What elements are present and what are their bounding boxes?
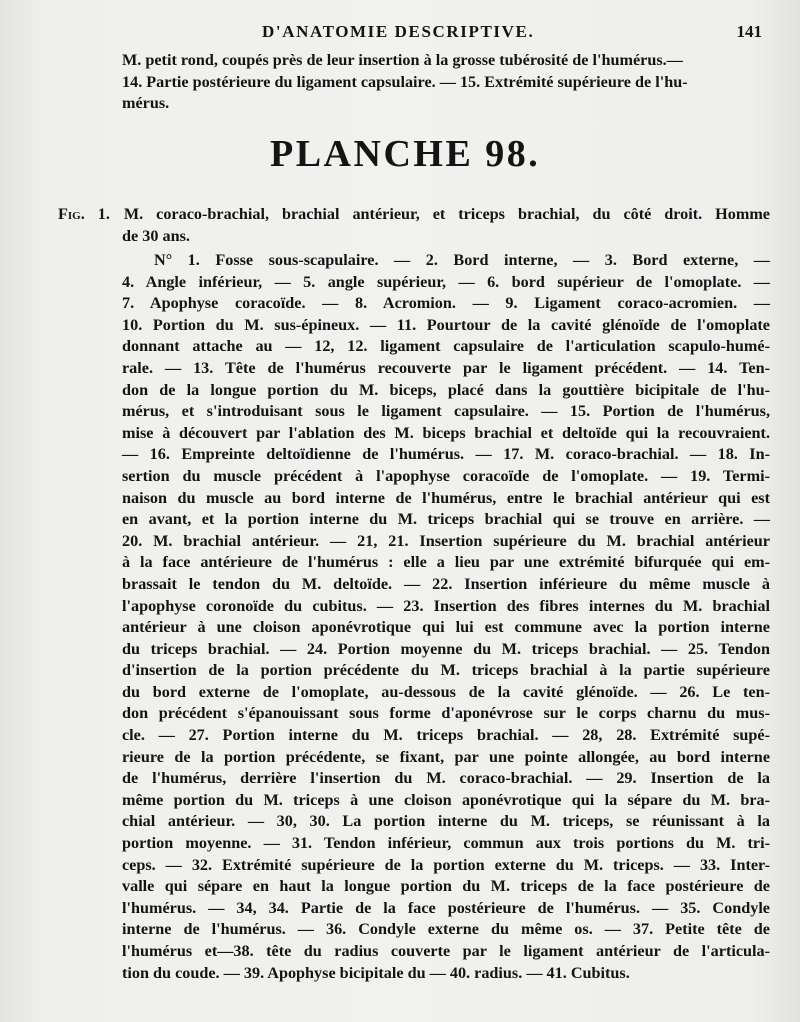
lead-line: 14. Partie postérieure du ligament capsulaire. — 15. Extrémité supérieure de l'hu- [122, 72, 688, 91]
legend-line: l'apophyse coronoïde du cubitus. — 23. Insertion des fibres internes du M. brachial [122, 596, 770, 615]
legend-line: 20. M. brachial antérieur. — 21, 21. Insertion supérieure du M. brachial antérieur [122, 531, 770, 550]
legend-line: portion moyenne. — 31. Tendon inférieur, commun aux trois portions du M. tri- [122, 834, 770, 853]
legend-line: antérieur à une cloison aponévrotique qui lui est commune avec la portion interne [122, 618, 770, 637]
legend-line: 7. Apophyse coracoïde. — 8. Acromion. — 9. Ligament coraco-acromien. — [122, 294, 770, 313]
legend-line: 4. Angle inférieur, — 5. angle supérieur, — 6. bord supérieur de l'omoplate. — [122, 272, 770, 291]
legend-line: don de la longue portion du M. biceps, placé dans la gouttière bicipitale de l'hu- [122, 380, 770, 399]
figure-caption-line [58, 204, 770, 226]
legend-line: du bord externe de l'omoplate, au-dessous de la cavité glénoïde. — 26. Le ten- [122, 682, 770, 701]
running-head [0, 22, 800, 46]
legend-body [122, 250, 770, 984]
legend-line: du triceps brachial. — 24. Portion moyenne du M. triceps brachial. — 25. Tendon [122, 639, 770, 658]
figure-caption [58, 204, 770, 247]
running-title: D'ANATOMIE DESCRIPTIVE. [262, 22, 535, 41]
lead-line: M. petit rond, coupés près de leur insertion à la grosse tubérosité de l'humérus.— [122, 51, 683, 69]
legend-line: don précédent s'épanouissant sous forme d'aponévrose sur le corps charnu du mus- [122, 704, 770, 723]
legend-line: mérus, et s'introduisant sous le ligament capsulaire. — 15. Portion de l'humérus, [122, 402, 770, 421]
legend-line: valle qui sépare en haut la longue portion du M. triceps de la face postérieure de [122, 877, 770, 896]
figure-caption-continuation: de 30 ans. [122, 226, 190, 245]
legend-line: rale. — 13. Tête de l'humérus recouverte par le ligament précédent. — 14. Ten- [122, 358, 770, 377]
legend-line: en avant, et la portion interne du M. triceps brachial qui se trouve en arrière. — [122, 510, 770, 529]
legend-line: N° 1. Fosse sous-scapulaire. — 2. Bord interne, — 3. Bord externe, — [154, 251, 770, 269]
legend-line: d'insertion de la portion précédente du M. triceps brachial à la partie supérieure [122, 661, 770, 680]
figure-caption-text: M. coraco-brachial, brachial antérieur, et triceps brachial, du côté droit. Homme [123, 205, 770, 223]
figure-label: Fig. 1. [58, 205, 110, 223]
legend-line: l'humérus et—38. tête du radius couverte par le ligament antérieur de l'articula- [122, 942, 770, 960]
legend-line: brassait le tendon du M. deltoïde. — 22. Insertion inférieure du même muscle à [122, 574, 770, 593]
legend-line: cle. — 27. Portion interne du M. triceps brachial. — 28, 28. Extrémité supé- [122, 726, 770, 745]
legend-line: naison du muscle au bord interne de l'humérus, entre le brachial antérieur qui est [122, 488, 770, 507]
legend-line: donnant attache au — 12, 12. ligament capsulaire de l'articulation scapulo-humé- [122, 337, 770, 356]
legend-line: tion du coude. — 39. Apophyse bicipitale du — 40. radius. — 41. Cubitus. [122, 963, 630, 982]
legend-line: interne de l'humérus. — 36. Condyle externe du même os. — 37. Petite tête de [122, 920, 770, 939]
legend-line: ceps. — 32. Extrémité supérieure de la portion externe du M. triceps. — 33. Inter- [122, 855, 770, 874]
legend-line: 10. Portion du M. sus-épineux. — 11. Pourtour de la cavité glénoïde de l'omoplate [122, 315, 770, 334]
legend-line: à la face antérieure de l'humérus : elle a lieu par une extrémité bifurquée qui em- [122, 553, 770, 572]
legend-line: de l'humérus, derrière l'insertion du M. coraco-brachial. — 29. Insertion de la [122, 769, 770, 788]
plate-title: PLANCHE 98. [270, 133, 541, 175]
lead-line: mérus. [122, 94, 170, 112]
legend-line: l'humérus. — 34, 34. Partie de la face postérieure de l'humérus. — 35. Condyle [122, 898, 770, 917]
lead-paragraph [122, 50, 780, 115]
legend-line: rieure de la portion précédente, se fixant, par une pointe allongée, au bord interne [122, 747, 770, 766]
legend-line: mise à découvert par l'ablation des M. biceps brachial et deltoïde qui la recouvraient. [122, 423, 770, 442]
legend-line: même portion du M. triceps à une cloison aponévrotique qui la sépare du M. bra- [122, 790, 770, 809]
legend-line: sertion du muscle précédent à l'apophyse coracoïde de l'omoplate. — 19. Termi- [122, 466, 770, 485]
legend-line: chial antérieur. — 30, 30. La portion interne du M. triceps, se réunissant à la [122, 812, 770, 831]
legend-line: — 16. Empreinte deltoïdienne de l'humérus. — 17. M. coraco-brachial. — 18. In- [122, 445, 770, 464]
page-number: 141 [736, 22, 762, 41]
